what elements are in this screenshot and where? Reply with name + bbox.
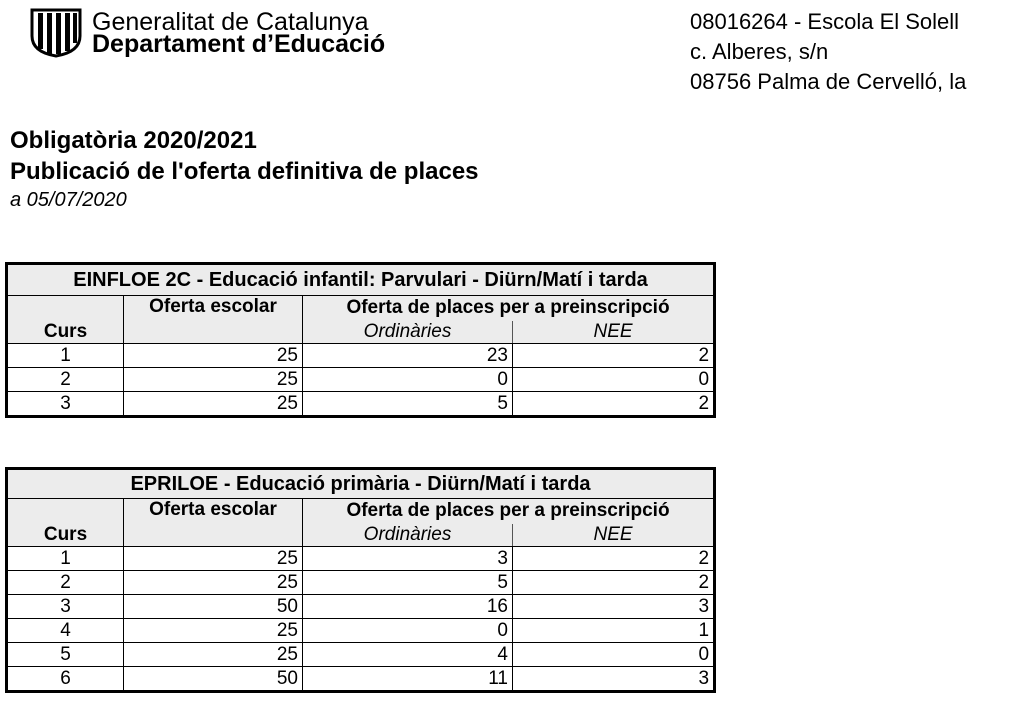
table-row: 6 50 11 3 — [7, 667, 715, 692]
offer-table-infantil — [5, 262, 716, 418]
document-titles — [10, 125, 479, 213]
school-info — [690, 7, 966, 97]
table-row: 3 25 5 2 — [7, 392, 715, 417]
col-oferta-preinscripcio: Oferta de places per a preinscripció — [303, 296, 715, 321]
dept-name: Departament d’Educació — [92, 30, 386, 58]
institution-name — [92, 9, 385, 57]
period-title: Obligatòria 2020/2021 — [10, 127, 257, 154]
table-row: 5 25 4 0 — [7, 643, 715, 667]
table-row: 3 50 16 3 — [7, 595, 715, 619]
table-row: 2 25 5 2 — [7, 571, 715, 595]
table-row: 4 25 0 1 — [7, 619, 715, 643]
offer-table-primaria — [5, 467, 716, 693]
col-oferta-escolar: Oferta escolar — [124, 499, 303, 524]
table-row: 1 25 23 2 — [7, 344, 715, 368]
publication-title: Publicació de l'oferta definitiva de places — [10, 158, 479, 185]
gov-name: Generalitat de Catalunya — [92, 8, 369, 36]
table-title: EINFLOE 2C - Educació infantil: Parvulari - Diürn/Matí i tarda — [7, 264, 715, 296]
table-row: 2 25 0 0 — [7, 368, 715, 392]
table-row: 1 25 3 2 — [7, 547, 715, 571]
col-oferta-preinscripcio: Oferta de places per a preinscripció — [303, 499, 715, 524]
publication-date: a 05/07/2020 — [10, 189, 127, 211]
table-title: EPRILOE - Educació primària - Diürn/Matí i tarda — [7, 469, 715, 499]
school-address: c. Alberes, s/n — [690, 39, 829, 64]
col-ordinaries: Ordinàries — [303, 321, 513, 344]
school-code-name: 08016264 - Escola El Solell — [690, 9, 960, 34]
col-curs: Curs — [7, 524, 124, 547]
col-nee: NEE — [513, 321, 715, 344]
col-ordinaries: Ordinàries — [303, 524, 513, 547]
generalitat-logo-icon — [26, 6, 86, 58]
col-nee: NEE — [513, 524, 715, 547]
col-curs: Curs — [7, 321, 124, 344]
col-oferta-escolar: Oferta escolar — [124, 296, 303, 321]
school-city: 08756 Palma de Cervelló, la — [690, 69, 967, 94]
